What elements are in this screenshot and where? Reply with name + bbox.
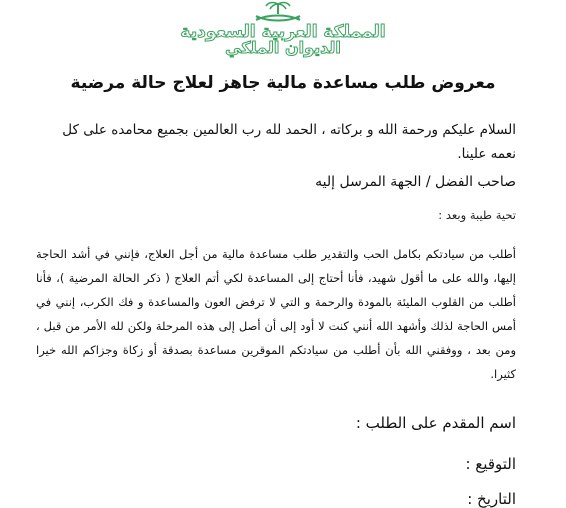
kingdom-name: المملكة العربية السعودية <box>180 22 386 42</box>
signature-label: التوقيع : <box>465 455 516 473</box>
letterhead <box>0 0 566 60</box>
applicant-name-label: اسم المقدم على الطلب : <box>355 414 516 432</box>
date-label: التاريخ : <box>467 490 516 508</box>
request-body-paragraph: أطلب من سيادتكم بكامل الحب والتقدير طلب مساعدة مالية من أجل العلاج، فإنني في أشد الحاجة إليها، والله على ما أقول شهيد، فأنا أحتاج إلى المساعدة لكي أتم العلاج ( ذكر الحالة المرضية )، فأنا أطلب من القلوب المليئة بالمودة والرحمة و التي لا ترفض العون والمساعدة و فك الكرب، إنني في أمس الحاجة لذلك وأشهد الله أنني كنت لا أود إلى أن أصل إلى هذه المرحلة ولكن لله الأمر من قبل ، ومن بعد ، ووفقني الله بأن أطلب من سيادتكم الموقرين مساعدة بصدقة أو زكاة وجزاكم الله خيرا كثيرا. <box>36 247 516 381</box>
salutation-line: تحية طيبة وبعد : <box>438 208 516 222</box>
addressee-line: صاحب الفضل / الجهة المرسل إليه <box>315 174 516 190</box>
royal-court-name: الديوان الملكي <box>225 38 341 57</box>
greeting-paragraph: السلام عليكم ورحمة الله و بركاته ، الحمد لله رب العالمين بجميع محامده على كل نعمه علينا. <box>62 122 516 162</box>
document-title: معروض طلب مساعدة مالية جاهز لعلاج حالة مرضية <box>70 73 496 93</box>
